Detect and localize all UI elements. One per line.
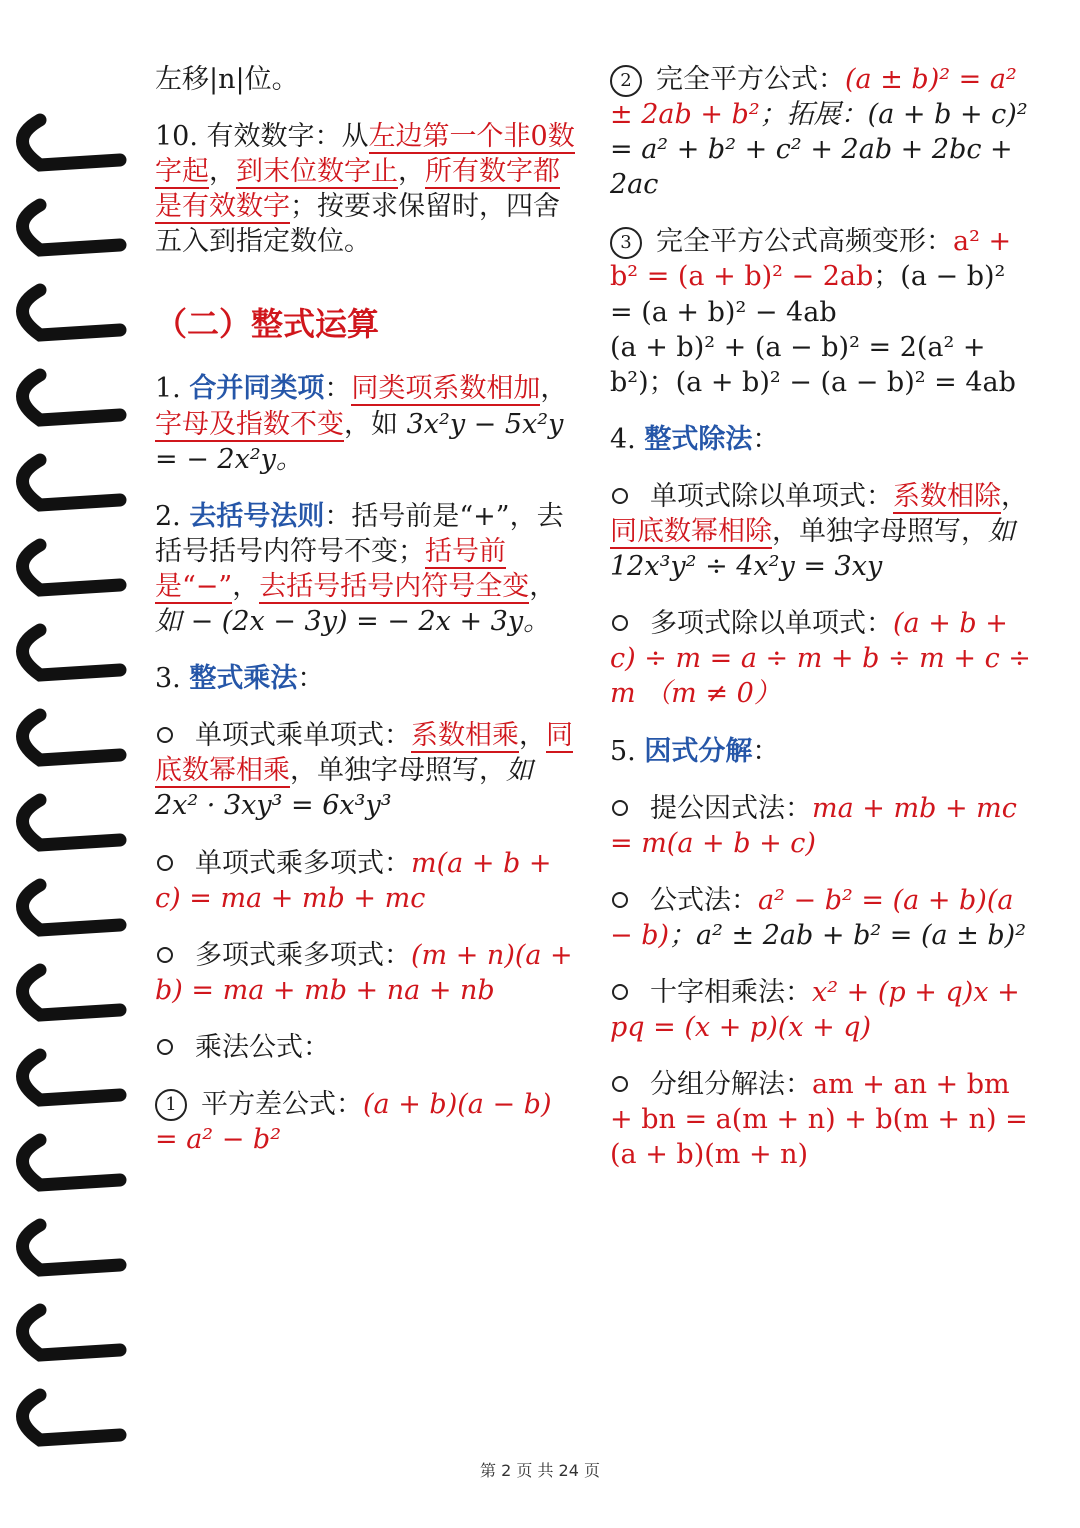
item-division (610, 422, 1035, 457)
c2-lead: 完全平方公式： (656, 64, 845, 95)
bullet-icon (157, 855, 173, 871)
mul-b2-lead: 单项式乘多项式： (195, 847, 411, 879)
div-bullet-2 (610, 606, 1035, 711)
mul-num: 3. (155, 663, 190, 695)
spiral-binding (0, 40, 140, 1480)
bullet-icon (612, 800, 628, 816)
bullet-icon (612, 892, 628, 908)
div-b1-example: 如 12x³y² ÷ 4x²y = 3xy (610, 516, 1015, 583)
sig-u2: 到末位数字止 (236, 156, 398, 188)
div-b1-tail: ，单独字母照写， (772, 516, 988, 548)
c1-lead: 平方差公式： (201, 1088, 363, 1120)
fac-b3-lead: 十字相乘法： (650, 976, 812, 1008)
fac-colon: ： (752, 735, 780, 767)
mul-b4-text: 乘法公式： (195, 1031, 330, 1063)
lt-u1: 同类项系数相加 (351, 373, 541, 405)
div-b1-sep: ， (1001, 480, 1028, 512)
div-b2-formula: (a + b + c) ÷ m = a ÷ m + b ÷ m + c ÷ m （m ≠ 0） (610, 608, 1031, 710)
fac-bullet-1 (610, 791, 1035, 861)
mul-bullet-3 (155, 938, 575, 1008)
div-term: 整式除法 (644, 423, 753, 455)
sig-lead: 10. 有效数字：从 (155, 121, 369, 153)
bullet-icon (157, 1039, 173, 1055)
item-multiplication (155, 661, 575, 696)
c3-formula: a² + b² = (a + b)² − 2ab (610, 226, 1012, 293)
div-b1-u2: 同底数幂相除 (610, 516, 772, 548)
page-footer: 第 2 页 共 24 页 (480, 1461, 600, 1480)
br-t2: ， (529, 570, 557, 602)
mul-b1-example: 如 2x² · 3xy³ = 6x³y³ (155, 755, 533, 822)
sig-u1: 左边第一个非0数字起 (155, 121, 575, 188)
sig-sep2: ， (398, 156, 425, 188)
lt-u2: 字母及指数不变 (155, 408, 344, 440)
fac-b1-formula: ma + mb + mc = m(a + b + c) (610, 792, 1017, 859)
mul-b2-formula: m(a + b + c) = ma + mb + mc (155, 847, 552, 914)
bullet-icon (612, 984, 628, 1000)
lt-example: 3x²y − 5x²y = − 2x²y。 (155, 408, 564, 475)
sig-sep1: ， (209, 156, 236, 188)
sig-tail: ；按要求保留时，四舍五入到指定数位。 (155, 191, 560, 258)
circled-number: 2 (610, 65, 642, 97)
mul-b1-u1: 系数相乘 (411, 720, 519, 752)
formula-perfect-square (610, 62, 1035, 202)
mul-b1-u2: 同底数幂相乘 (155, 720, 573, 787)
fac-term: 因式分解 (644, 735, 753, 767)
right-column (610, 62, 1035, 1194)
fac-b2-lead: 公式法： (650, 884, 758, 916)
bullet-icon (612, 1076, 628, 1092)
fac-b4-lead: 分组分解法： (650, 1069, 812, 1101)
fac-b2-extension: ；a² ± 2ab + b² = (a ± b)² (669, 919, 1027, 951)
mul-b1-tail: ，单独字母照写， (290, 755, 506, 787)
lt-colon: ： (324, 373, 352, 405)
item-brackets (155, 499, 575, 639)
bullet-icon (612, 488, 628, 504)
c3-ext2: (a + b)² + (a − b)² = 2(a² + b²)；(a + b)² − (a − b)² = 4ab (610, 331, 1016, 398)
mul-b1-sep: ， (519, 720, 546, 752)
bullet-icon (157, 727, 173, 743)
br-sep: ， (232, 570, 260, 602)
item-like-terms (155, 371, 575, 476)
div-colon: ： (752, 423, 780, 455)
c3-lead: 完全平方公式高频变形： (656, 226, 953, 258)
line-shift (155, 62, 575, 97)
mul-colon: ： (297, 663, 325, 695)
br-num: 2. (155, 500, 190, 532)
formula-square-variants (610, 224, 1035, 399)
fac-b4-formula: am + an + bm + bn = a(m + n) + b(m + n) = (a + b)(m + n) (610, 1069, 1028, 1171)
fac-b2-formula: a² − b² = (a + b)(a − b) (610, 884, 1014, 951)
fac-bullet-2 (610, 883, 1035, 953)
lt-sep: ， (540, 373, 568, 405)
c2-extension: ；拓展：(a + b + c)² = a² + b² + c² + 2ab + 2bc + 2ac (610, 99, 1028, 201)
item-significant-digits (155, 119, 575, 259)
circled-number: 3 (610, 227, 642, 259)
fac-b3-formula: x² + (p + q)x + pq = (x + p)(x + q) (610, 976, 1020, 1044)
fac-num: 5. (610, 735, 645, 767)
div-b1-lead: 单项式除以单项式： (650, 480, 893, 512)
c3-ext1: ；(a − b)² = (a + b)² − 4ab (610, 261, 1006, 328)
fac-b1-lead: 提公因式法： (650, 792, 812, 824)
section-title: （二）整式运算 (155, 305, 380, 344)
lt-num: 1. (155, 373, 190, 405)
fac-bullet-4 (610, 1067, 1035, 1172)
br-t1: ：括号前是“+”，去括号括号内符号不变； (155, 500, 564, 567)
mul-b3-formula: (m + n)(a + b) = ma + mb + na + nb (155, 939, 573, 1006)
fac-bullet-3 (610, 975, 1035, 1045)
c1-formula: (a + b)(a − b) = a² − b² (155, 1088, 552, 1156)
br-term: 去括号法则 (189, 500, 325, 532)
mul-b3-lead: 多项式乘多项式： (195, 939, 411, 971)
br-u1: 括号前是“−” (155, 535, 506, 602)
bullet-icon (612, 615, 628, 631)
sig-u3: 所有数字都是有效数字 (155, 156, 560, 223)
mul-bullet-4 (155, 1030, 575, 1065)
left-column (155, 62, 575, 1179)
br-example: 如 − (2x − 3y) = − 2x + 3y。 (155, 606, 551, 638)
circled-number: 1 (155, 1089, 187, 1121)
shift-text: 左移|n|位。 (155, 64, 299, 95)
bullet-icon (157, 947, 173, 963)
div-b2-lead: 多项式除以单项式： (650, 608, 893, 640)
formula-difference-of-squares (155, 1087, 575, 1157)
mul-bullet-1 (155, 718, 575, 823)
div-b1-u1: 系数相除 (893, 480, 1001, 512)
div-bullet-1 (610, 479, 1035, 584)
lt-term: 合并同类项 (189, 373, 325, 405)
mul-bullet-2 (155, 846, 575, 916)
br-u2: 去括号括号内符号全变 (259, 570, 530, 602)
item-factorization (610, 734, 1035, 769)
c2-formula: (a ± b)² = a² ± 2ab + b² (610, 64, 1017, 131)
mul-term: 整式乘法 (189, 663, 298, 695)
mul-b1-lead: 单项式乘单项式： (195, 720, 411, 752)
div-num: 4. (610, 423, 645, 455)
lt-tail: ，如 (344, 408, 407, 440)
